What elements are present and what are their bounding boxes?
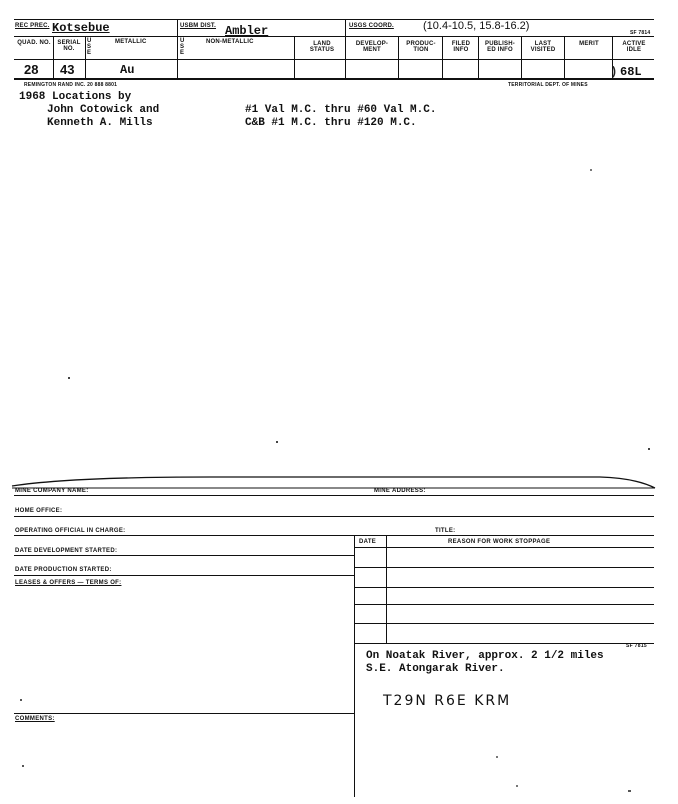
active-idle-label: ACTIVE IDLE xyxy=(622,41,646,53)
metallic-value: Au xyxy=(120,63,135,77)
land-status-label: LAND STATUS xyxy=(309,41,335,53)
location-description-1: On Noatak River, approx. 2 1/2 miles xyxy=(366,650,604,662)
rec-prec-value: Kotsebue xyxy=(52,21,110,35)
printer-line: REMINGTON RAND INC. 20 888 8801 xyxy=(24,82,118,88)
home-office-label: HOME OFFICE: xyxy=(15,508,63,514)
usbm-dist-value: Ambler xyxy=(225,24,269,38)
top-rule xyxy=(10,468,660,498)
rec-prec-label: REC PREC. xyxy=(15,23,50,29)
date-production-label: DATE PRODUCTION STARTED: xyxy=(15,567,112,573)
quad-no-value: 28 xyxy=(24,62,39,77)
published-info-label: PUBLISH-ED INFO xyxy=(485,41,515,53)
leases-label: LEASES & OFFERS — TERMS OF: xyxy=(15,580,122,586)
speck xyxy=(628,790,631,792)
speck xyxy=(496,756,498,758)
production-label: PRODUC-TION xyxy=(406,41,436,53)
merit-label: MERIT xyxy=(579,41,599,47)
date-column-header: DATE xyxy=(359,539,377,545)
use-label-metallic: U S E xyxy=(87,38,92,56)
date-development-label: DATE DEVELOPMENT STARTED: xyxy=(15,548,118,554)
non-metallic-label: NON-METALLIC xyxy=(206,39,254,45)
operating-official-label: OPERATING OFFICIAL IN CHARGE: xyxy=(15,528,126,534)
notes-line-3: Kenneth A. Mills xyxy=(47,117,153,129)
title-label: TITLE: xyxy=(435,528,456,534)
speck xyxy=(516,785,518,787)
usgs-coord-value: (10.4-10.5, 15.8-16.2) xyxy=(423,20,530,32)
comments-label: COMMENTS: xyxy=(15,716,55,722)
filed-info-label: FILED INFO xyxy=(451,41,471,53)
quad-no-label: QUAD. NO. xyxy=(17,40,51,46)
location-description-2: S.E. Atongarak River. xyxy=(366,663,505,675)
speck xyxy=(648,448,650,450)
dept-line: TERRITORIAL DEPT. OF MINES xyxy=(508,82,588,88)
speck xyxy=(20,699,22,701)
reason-column-header: REASON FOR WORK STOPPAGE xyxy=(448,539,551,545)
serial-no-label: SERIAL NO. xyxy=(57,40,81,52)
mine-address-label: MINE ADDRESS: xyxy=(374,488,426,494)
notes-line-1: 1968 Locations by xyxy=(19,91,132,103)
speck xyxy=(590,169,592,171)
development-label: DEVELOP-MENT xyxy=(355,41,389,53)
metallic-label: METALLIC xyxy=(115,39,147,45)
use-label-nonmetallic: U S E xyxy=(180,38,185,56)
speck xyxy=(276,441,278,443)
mine-company-name-label: MINE COMPANY NAME: xyxy=(15,488,89,494)
claims-line-2: C&B #1 M.C. thru #120 M.C. xyxy=(245,117,417,129)
handwritten-township: T29N R6E KRM xyxy=(383,693,512,709)
last-visited-label: LAST VISITED xyxy=(530,41,556,53)
active-idle-value: 68L xyxy=(620,65,642,79)
active-idle-mark: ) xyxy=(612,64,616,78)
form-code-top: SF 7814 xyxy=(630,30,651,36)
usgs-coord-label: USGS COORD. xyxy=(349,23,394,29)
form-code-bottom: SF 7815 xyxy=(626,643,648,649)
serial-no-value: 43 xyxy=(60,62,75,77)
notes-line-2: John Cotowick and xyxy=(47,104,160,116)
speck xyxy=(22,765,24,767)
claims-line-1: #1 Val M.C. thru #60 Val M.C. xyxy=(245,104,437,116)
usbm-dist-label: USBM DIST. xyxy=(180,23,217,29)
speck xyxy=(68,377,70,379)
